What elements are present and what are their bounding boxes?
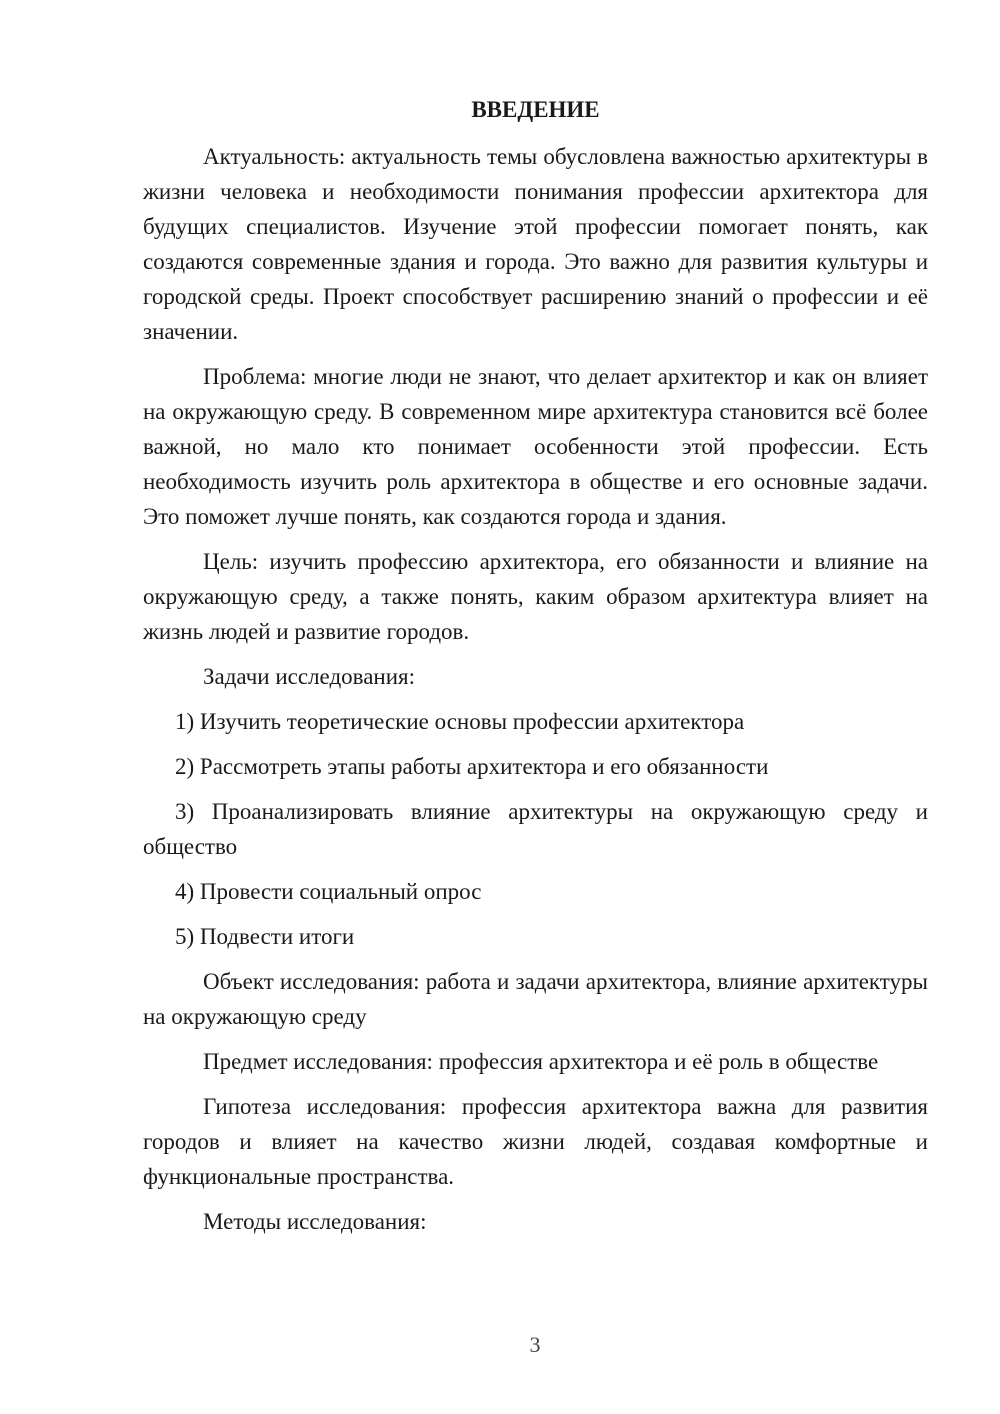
paragraph-relevance: Актуальность: актуальность темы обусловлена важностью архитектуры в жизни человека и необходимости понимания профессии архитектора для будущих специалистов. Изучение этой профессии помогает понять, как создаются современные здания и города. Это важно для развития культуры и городской среды. Проект способствует расширению знаний о профессии и её значении.: [143, 144, 928, 344]
page-number: 3: [529, 1332, 541, 1357]
paragraph-subject: Предмет исследования: профессия архитектора и её роль в обществе: [203, 1049, 879, 1074]
page-title: ВВЕДЕНИЕ: [471, 97, 600, 122]
task-item: 1) Изучить теоретические основы профессии архитектора: [175, 709, 745, 734]
paragraph-goal: Цель: изучить профессию архитектора, его обязанности и влияние на окружающую среду, а также понять, каким образом архитектура влияет на жизнь людей и развитие городов.: [143, 549, 928, 644]
page-content: [143, 95, 928, 1249]
paragraph-problem: Проблема: многие люди не знают, что делает архитектор и как он влияет на окружающую среду. В современном мире архитектура становится всё более важной, но мало кто понимает особенности этой профессии. Есть необходимость изучить роль архитектора в обществе и его основные задачи. Это поможет лучше понять, как создаются города и здания.: [143, 364, 928, 529]
paragraph-methods-heading: Методы исследования:: [203, 1209, 427, 1234]
task-item: 4) Провести социальный опрос: [175, 879, 482, 904]
task-item: 2) Рассмотреть этапы работы архитектора и его обязанности: [175, 754, 769, 779]
paragraph-hypothesis: Гипотеза исследования: профессия архитектора важна для развития городов и влияет на качество жизни людей, создавая комфортные и функциональные пространства.: [143, 1094, 928, 1189]
paragraph-object: Объект исследования: работа и задачи архитектора, влияние архитектуры на окружающую среду: [143, 969, 928, 1029]
paragraph-tasks-heading: Задачи исследования:: [203, 664, 416, 689]
task-item: 5) Подвести итоги: [175, 924, 355, 949]
task-item: 3) Проанализировать влияние архитектуры на окружающую среду и общество: [143, 799, 928, 859]
